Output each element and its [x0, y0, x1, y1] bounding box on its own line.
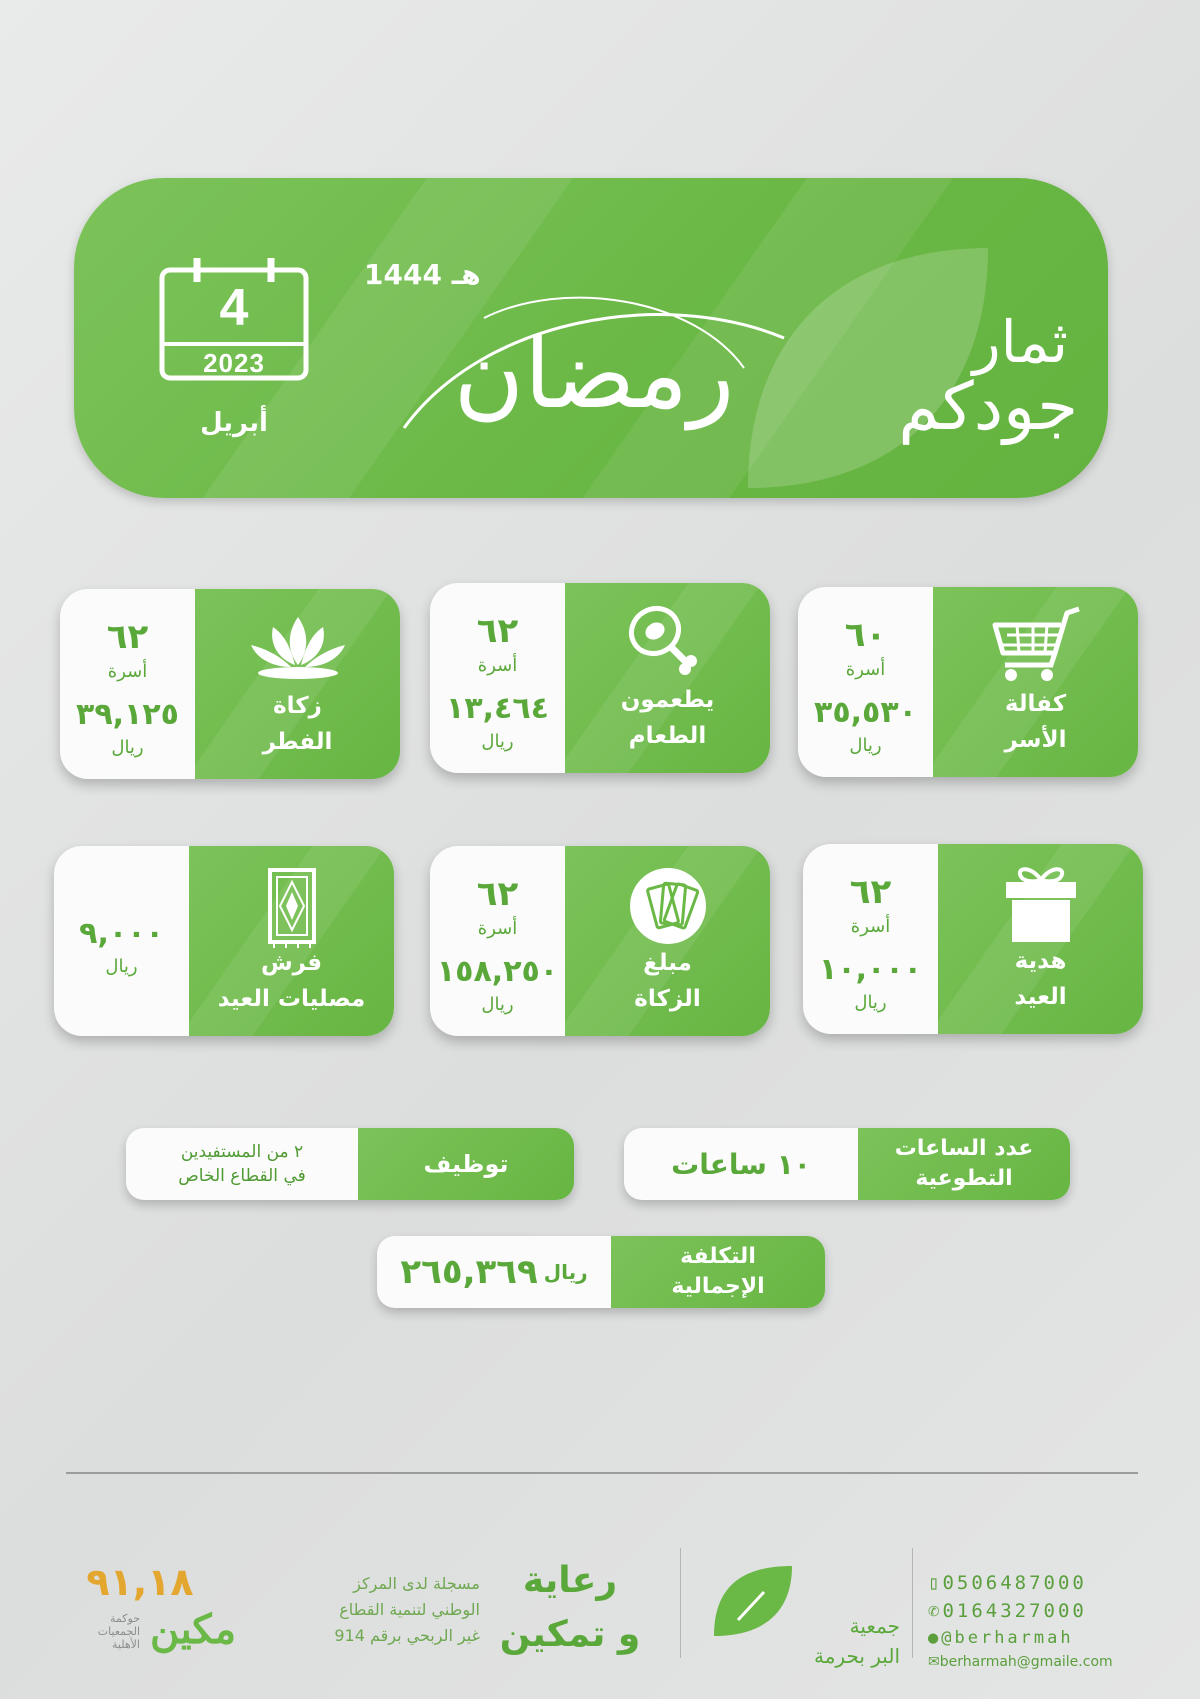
registration-2: الوطني لتنمية القطاع: [339, 1600, 480, 1619]
org-leaf-logo-icon: [708, 1560, 798, 1640]
family-unit: أسرة: [107, 661, 148, 682]
currency: ريال: [481, 994, 514, 1015]
card-title-2: الفطر: [262, 729, 333, 755]
total-cost-pill: [377, 1236, 825, 1308]
phone-1: ▯0506487000: [928, 1572, 1087, 1594]
phone-icon: ▯: [928, 1572, 943, 1594]
social-icon: ●: [928, 1628, 942, 1648]
total-value: ٢٦٥,٣٦٩: [400, 1252, 538, 1292]
family-unit: أسرة: [477, 655, 518, 676]
card-title-1: كفالة: [1004, 691, 1067, 717]
governance-badge-name: مكين: [150, 1606, 237, 1653]
currency: ريال: [854, 992, 887, 1013]
currency: ريال: [111, 737, 144, 758]
shopping-cart-icon: [981, 605, 1091, 685]
currency: ريال: [481, 731, 514, 752]
amount: ١٠,٠٠٠: [819, 952, 922, 987]
card-title-1: مبلغ: [643, 950, 692, 976]
phone-2: ✆0164327000: [928, 1600, 1087, 1622]
mail-icon: ✉: [928, 1654, 940, 1670]
phone-icon: ✆: [928, 1600, 943, 1622]
badge-sub-2: الجمعيات: [97, 1625, 140, 1638]
family-unit: أسرة: [845, 659, 886, 680]
governance-score: ٩١,١٨: [86, 1560, 194, 1604]
total-label-2: الإجمالية: [671, 1274, 765, 1299]
registration-1: مسجلة لدى المركز: [353, 1574, 480, 1593]
card-zakat-amount: [430, 846, 770, 1036]
prayer-rug-icon: [262, 864, 322, 948]
footer-divider: [66, 1472, 1138, 1474]
governance-badge-sub: [60, 1612, 140, 1651]
card-title-1: يطعمون: [620, 687, 715, 713]
title-line2: جودكم: [898, 368, 1078, 445]
calendar-month: أبريل: [200, 408, 268, 438]
volunteer-value: ١٠ ساعات: [671, 1147, 811, 1181]
email[interactable]: ✉berharmah@gmaile.com: [928, 1654, 1113, 1670]
volunteer-hours-pill: [624, 1128, 1070, 1200]
amount: ١٥٨,٢٥٠: [436, 954, 559, 989]
calendar-day: 4: [219, 279, 249, 337]
title-line1: ثمار: [972, 308, 1068, 376]
hijri-year: 1444 هـ: [364, 258, 481, 291]
social-handle[interactable]: ●@berharmah: [928, 1628, 1074, 1648]
card-title-1: هدية: [1014, 948, 1067, 974]
slogan-1: رعاية: [522, 1560, 618, 1601]
currency: ريال: [105, 956, 138, 977]
footer-separator: [912, 1548, 913, 1658]
card-eid-gift: [803, 844, 1143, 1034]
employment-label: توظيف: [358, 1128, 574, 1200]
employment-value-1: ٢ من المستفيدين: [180, 1142, 304, 1162]
card-family-sponsorship: [798, 587, 1138, 777]
lotus-icon: [243, 607, 353, 687]
card-title-1: فرش: [260, 950, 323, 976]
card-title-2: الأسر: [1004, 727, 1067, 753]
registration-3: غير الربحي برقم 914: [334, 1626, 480, 1645]
badge-sub-3: الأهلية: [112, 1638, 140, 1651]
card-eid-prayer-rugs: [54, 846, 394, 1036]
family-count: ٦٢: [476, 611, 519, 651]
amount: ١٣,٤٦٤: [446, 691, 549, 726]
family-count: ٦٢: [106, 617, 149, 657]
card-title-2: الطعام: [628, 723, 707, 749]
calendar-widget: [159, 258, 309, 382]
calendar-year: 2023: [203, 348, 265, 378]
amount: ٩,٠٠٠: [79, 916, 164, 951]
total-label-1: التكلفة: [680, 1244, 756, 1269]
gift-icon: [996, 862, 1086, 946]
card-title-2: الزكاة: [634, 986, 701, 1012]
money-icon: [626, 864, 710, 948]
footer-separator: [680, 1548, 681, 1658]
volunteer-label-1: عدد الساعات: [894, 1136, 1034, 1161]
header-banner: [74, 178, 1108, 498]
family-count: ٦٢: [849, 872, 892, 912]
volunteer-label-2: التطوعية: [915, 1166, 1013, 1191]
ramadan-title: رمضان: [453, 318, 735, 430]
card-title-2: العيد: [1014, 984, 1067, 1010]
slogan-2: و تمكين: [499, 1614, 641, 1655]
card-feeding: [430, 583, 770, 773]
card-zakat-fitr: [60, 589, 400, 779]
meat-leg-icon: [623, 601, 713, 681]
card-title-1: زكاة: [273, 693, 322, 719]
currency: ريال: [849, 735, 882, 756]
family-count: ٦٠: [844, 615, 887, 655]
amount: ٣٩,١٢٥: [76, 697, 179, 732]
org-name-2: البر بحرمة: [813, 1644, 900, 1668]
employment-value-2: في القطاع الخاص: [178, 1166, 306, 1186]
total-currency: ريال: [543, 1260, 588, 1284]
family-unit: أسرة: [850, 916, 891, 937]
amount: ٣٥,٥٣٠: [814, 695, 917, 730]
family-count: ٦٢: [476, 874, 519, 914]
card-title-2: مصليات العيد: [217, 986, 366, 1012]
family-unit: أسرة: [477, 918, 518, 939]
org-name-1: جمعية: [849, 1614, 900, 1638]
employment-pill: [126, 1128, 574, 1200]
badge-sub-1: حوكمة: [110, 1612, 140, 1625]
